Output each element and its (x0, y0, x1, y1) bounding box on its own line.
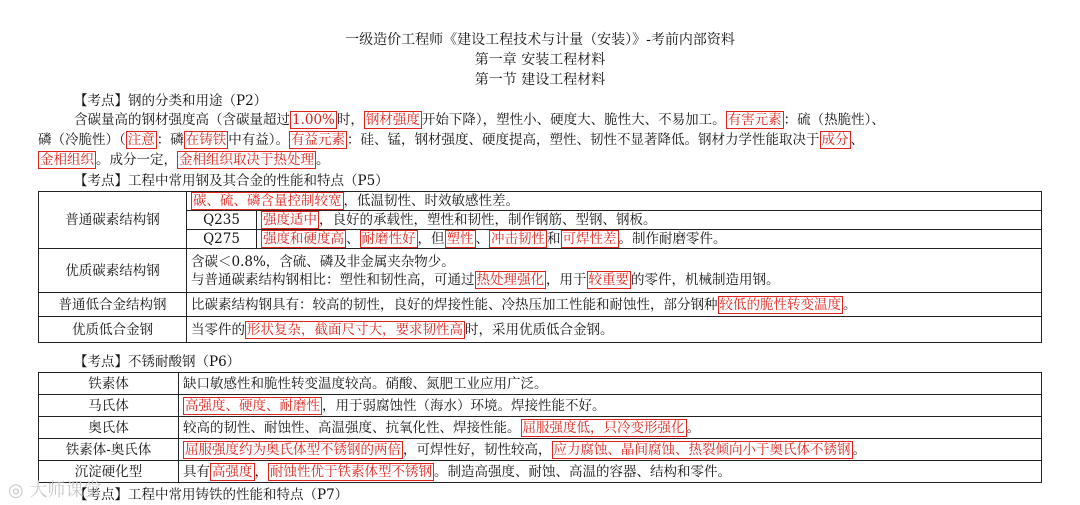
text: 的零件，机械制造用钢。 (631, 271, 780, 288)
text: 、 (850, 132, 864, 148)
highlight: 屈服强度低，只冷变形强化 (522, 419, 685, 436)
key-point-title: 【考点】钢的分类和用途（P2） (74, 93, 268, 109)
table-cell (179, 439, 1042, 461)
highlight: 1.00% (292, 112, 335, 128)
table-cell (257, 230, 1042, 249)
highlight: 热处理强化 (476, 271, 544, 288)
document-title: 一级造价工程师《建设工程技术与计量（安装）》-考前内部资料 (345, 32, 735, 48)
text: 。成分一定， (96, 152, 177, 168)
key-point-title: 【考点】不锈耐酸钢（P6） (74, 354, 241, 370)
text: ：磷 (156, 132, 184, 148)
text: ，用于弱腐蚀性（海水）环境。焊接性能不好。 (322, 397, 606, 414)
table-cell: 缺口敏感性和脆性转变温度较高。硝酸、氮肥工业应用广泛。 (179, 373, 1042, 395)
highlight: 在铸铁 (185, 132, 227, 148)
table-row (39, 373, 1042, 395)
steel-grade: Q275 (187, 230, 257, 249)
table-row (39, 293, 1042, 317)
highlight: 碳、硫、磷含量控制较宽 (193, 193, 342, 209)
highlight: 高强度 (212, 463, 253, 480)
table-cell (187, 317, 1042, 343)
steel-grade: Q235 (187, 211, 257, 230)
text: 和 (547, 231, 561, 247)
text: ， (254, 463, 268, 480)
watermark (8, 476, 101, 502)
table-cell (179, 461, 1042, 483)
table-row (39, 211, 1042, 230)
row-label: 沉淀硬化型 (39, 461, 179, 483)
highlight: 钢材强度 (365, 112, 420, 128)
row-label: 普通低合金结构钢 (39, 293, 187, 317)
table-row (39, 395, 1042, 417)
text: 磷（冷脆性）（ (38, 132, 126, 148)
text: 。制造高强度、耐蚀、高温的容器、结构和零件。 (434, 463, 731, 480)
paragraph-line (74, 111, 885, 129)
table-row (39, 230, 1042, 249)
highlight: 形状复杂，截面尺寸大，要求韧性高 (247, 321, 463, 338)
text: ，低温韧性、时效敏感性差。 (343, 193, 519, 209)
text: 含碳＜0.8%，含硫、磷及非金属夹杂物少。 (191, 253, 455, 270)
text: 时，采用优质低合金钢。 (465, 321, 614, 338)
text: 。 (316, 152, 330, 168)
text: 开始下降），塑性小、硬度大、脆性大、不易加工。 (421, 112, 726, 128)
highlight: 冲击韧性 (491, 231, 545, 247)
text: 中有益）。 (228, 132, 289, 148)
highlight: 强度和硬度高 (263, 231, 344, 247)
watermark-text: 大师课堂 (29, 480, 102, 501)
text: ：硅、锰，钢材强度、硬度提高，塑性、韧性不显著降低。钢材力学性能取决于 (347, 132, 820, 148)
highlight: 较低的脆性转变温度 (719, 296, 841, 313)
text: 。制作耐磨零件。 (618, 231, 727, 247)
text: 、 (475, 231, 489, 247)
table-row (39, 439, 1042, 461)
table-cell (187, 293, 1042, 317)
row-label: 铁素体-奥氏体 (39, 439, 179, 461)
chapter-heading: 第一章 安装工程材料 (474, 52, 606, 68)
text: ，良好的承载性，塑性和韧性，制作钢筋、型钢、钢板。 (319, 212, 657, 228)
table-row (39, 192, 1042, 211)
row-label: 马氏体 (39, 395, 179, 417)
highlight: 较重要 (588, 271, 629, 288)
text: 当零件的 (191, 321, 245, 338)
watermark-icon: ◎ (8, 480, 24, 501)
text: 。 (843, 296, 857, 313)
table-row (39, 461, 1042, 483)
cell-line (191, 271, 1037, 289)
highlight: 应力腐蚀、晶间腐蚀、热裂倾向小于奥氏体不锈钢 (553, 441, 851, 458)
highlight: 强度适中 (263, 212, 317, 228)
highlight: 塑性 (446, 231, 474, 247)
row-label: 普通碳素结构钢 (39, 192, 187, 249)
text: ：硫（热脆性）、 (783, 112, 885, 128)
highlight: 有害元素 (727, 112, 782, 128)
table-cell (187, 249, 1042, 293)
text: ，用于 (546, 271, 587, 288)
highlight: 成分 (821, 132, 849, 148)
row-label: 奥氏体 (39, 417, 179, 439)
highlight: 高强度、硬度、耐磨性 (185, 397, 320, 414)
table-row (39, 249, 1042, 293)
paragraph-line (38, 151, 330, 169)
text: 。 (852, 441, 866, 458)
text: 比碳素结构钢具有：较高的韧性，良好的焊接性能、冷热压加工性能和耐蚀性，部分钢种 (191, 296, 718, 313)
stainless-steel-table (38, 372, 1042, 483)
highlight: 有益元素 (291, 132, 345, 148)
table-cell (179, 417, 1042, 439)
text: 含碳量高的钢材强度高（含碳量超过 (74, 112, 290, 128)
highlight: 可焊性差 (562, 231, 617, 247)
highlight: 注意 (127, 132, 155, 148)
key-point-title: 【考点】工程中常用钢及其合金的性能和特点（P5） (74, 173, 389, 189)
steel-properties-table (38, 191, 1042, 343)
highlight: 金相组织取决于热处理 (179, 152, 314, 168)
highlight: 耐磨性好 (361, 231, 416, 247)
highlight: 金相组织 (40, 152, 94, 168)
text: 与普通碳素结构钢相比：塑性和韧性高，可通过 (191, 271, 475, 288)
section-heading: 第一节 建设工程材料 (474, 72, 606, 88)
highlight: 屈服强度约为奥氏体型不锈钢的两倍 (185, 441, 401, 458)
row-label: 优质碳素结构钢 (39, 249, 187, 293)
text: 具有 (183, 463, 210, 480)
table-cell (179, 395, 1042, 417)
text: ，可焊性好，韧性较高， (403, 441, 552, 458)
text: 。 (686, 419, 700, 436)
row-label: 优质低合金钢 (39, 317, 187, 343)
table-row (39, 317, 1042, 343)
row-label: 铁素体 (39, 373, 179, 395)
text: 、 (346, 231, 360, 247)
highlight: 耐蚀性优于铁素体型不锈钢 (270, 463, 432, 480)
text: 时， (336, 112, 364, 128)
paragraph-line (38, 131, 864, 149)
table-cell (257, 211, 1042, 230)
text: ，但 (417, 231, 445, 247)
table-row (39, 417, 1042, 439)
key-point-title: 【考点】工程中常用铸铁的性能和特点（P7） (74, 487, 349, 503)
text: 较高的韧性、耐蚀性、高温强度、抗氧化性、焊接性能。 (183, 419, 521, 436)
table-cell (187, 192, 1042, 211)
